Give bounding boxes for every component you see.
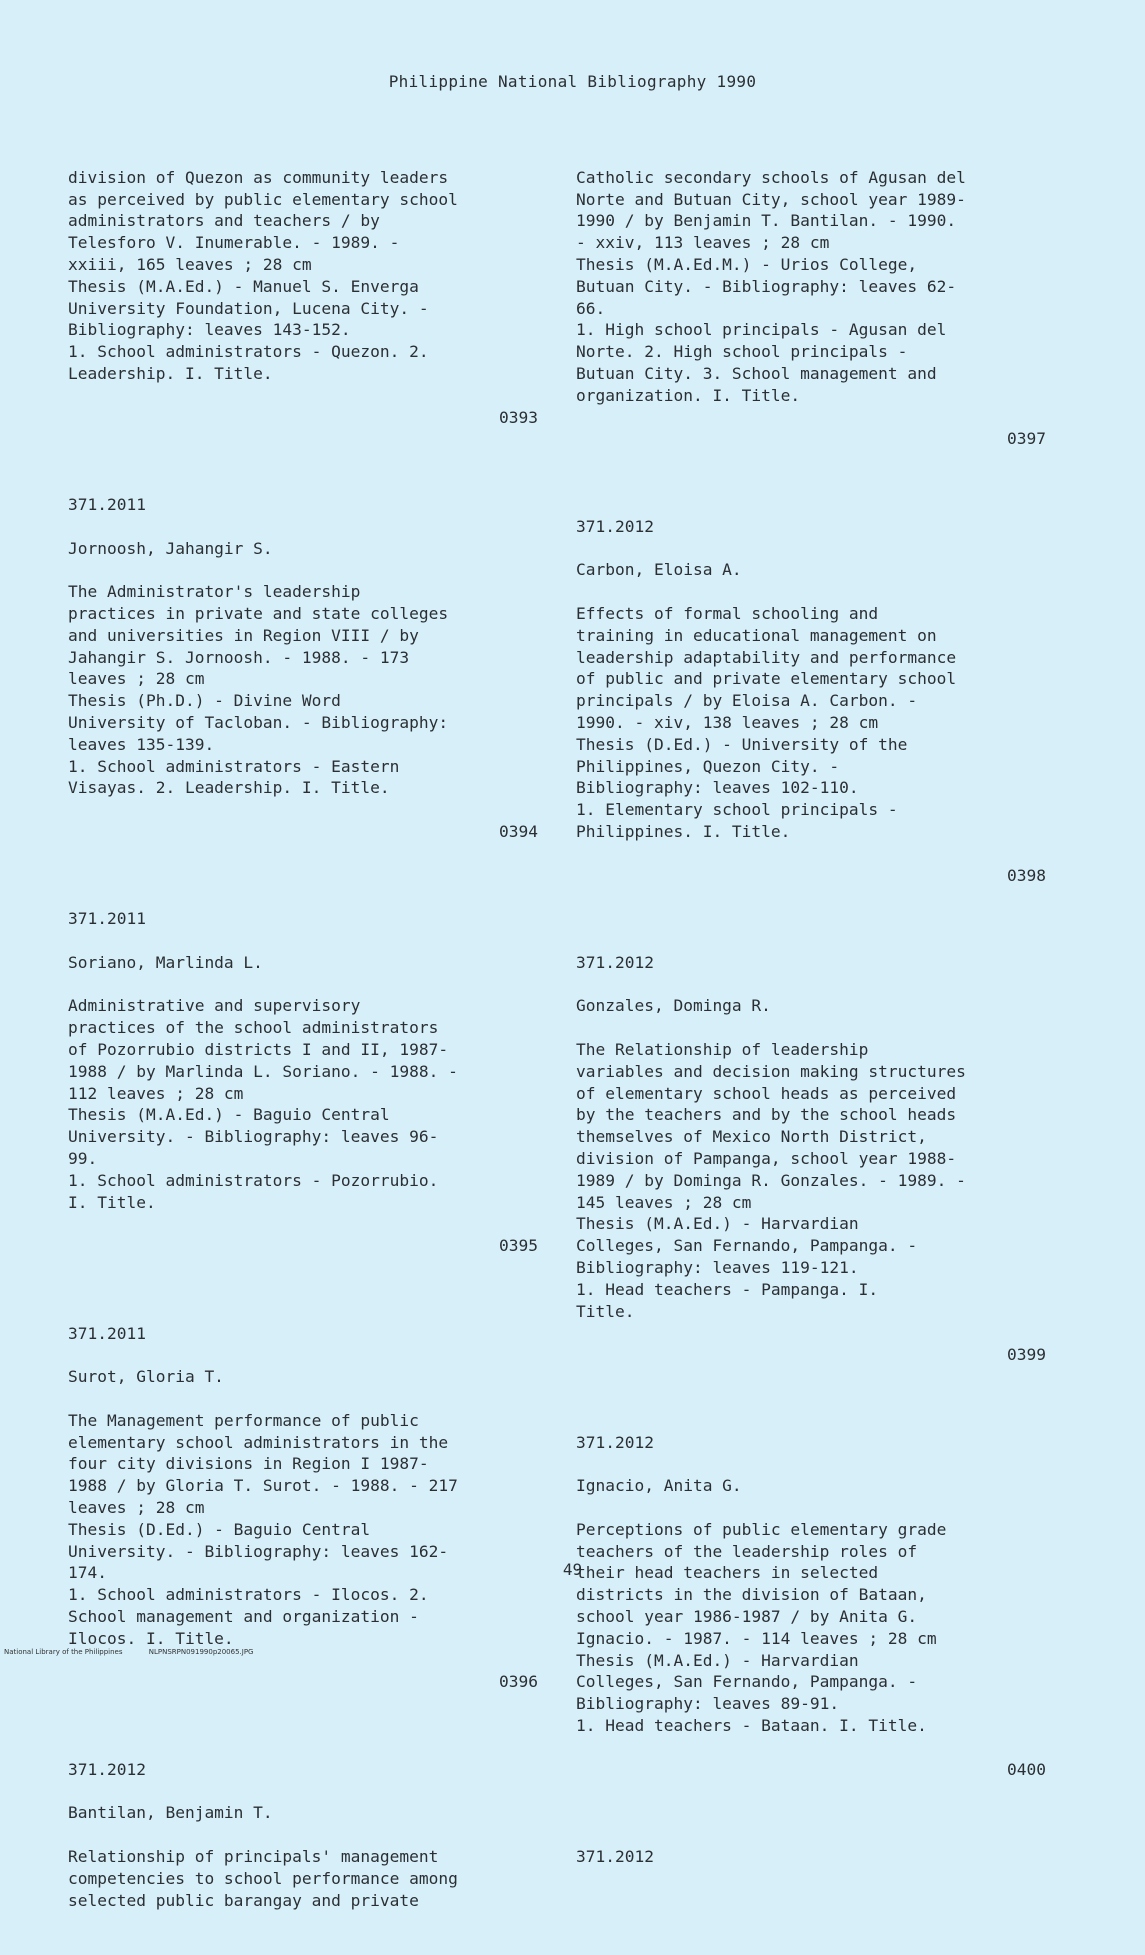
call-number: 371.2012	[576, 1432, 654, 1452]
entry-number: 0398	[1007, 865, 1046, 885]
entry-text: Administrative and supervisory practices of the school administrators of Pozorrubio districts I and II, 1987- 1988 / by Marlinda L. Soriano. - 1988. - 112 leaves ; 28 cm Thesis (M.A.Ed.) - Baguio Central University. - Bibliography: leaves 96- 99. 1. School administrators - Pozorrubio. I. Title.	[68, 996, 458, 1212]
bib-entry	[576, 494, 1046, 908]
scan-footer	[0, 1646, 281, 1658]
page-header: Philippine National Bibliography 1990	[388, 72, 757, 91]
page-number: 49	[562, 1560, 583, 1579]
entry-number: 0396	[499, 1672, 538, 1692]
entry-author: Carbon, Eloisa A.	[576, 560, 742, 580]
entry-number: 0395	[499, 1236, 538, 1256]
call-number: 371.2011	[68, 909, 146, 929]
left-column	[68, 145, 538, 1955]
call-number: 371.2011	[68, 494, 146, 514]
entry-text: The Administrator's leadership practices in private and state colleges and universities in Region VIII / by Jahangir S. Jornoosh. - 1988. - 173 leaves ; 28 cm Thesis (Ph.D.) - Divine Word University of Tacloban. - Bibliography: leaves 135-139. 1. School administrators - Eastern Visayas. 2. Leadership. I. Title.	[68, 582, 449, 798]
entry-author: Jornoosh, Jahangir S.	[68, 538, 273, 558]
entry-text: Perceptions of public elementary grade teachers of the leadership roles of their head teachers in selected districts in the division of Bataan, school year 1986-1987 / by Anita G. Ignacio. - 1987. - 114 leaves ; 28 cm Thesis (M.A.Ed.) - Harvardian Colleges, San Fernando, Pampanga. - Bibliography: leaves 89-91. 1. Head teachers - Bataan. I. Title.	[576, 1519, 947, 1735]
footer-library: National Library of the Philippines	[4, 1648, 123, 1656]
bib-entry	[576, 1410, 1046, 1802]
call-number: 371.2012	[68, 1759, 146, 1779]
entry-number: 0399	[1007, 1345, 1046, 1365]
call-number: 371.2012	[576, 516, 654, 536]
entry-text: The Management performance of public elementary school administrators in the four city divisions in Region I 1987- 1988 / by Gloria T. Surot. - 1988. - 217 leaves ; 28 cm Thesis (D.Ed.) - Baguio Central University. - Bibliography: leaves 162- 174. 1. School administrators - Ilocos. 2. School management and organization - Ilocos. I. Title.	[68, 1410, 458, 1648]
right-column	[576, 145, 1046, 1912]
bib-entry	[68, 472, 538, 864]
bib-entry	[576, 1824, 1046, 1889]
call-number: 371.2012	[576, 952, 654, 972]
bib-entry	[68, 1737, 538, 1933]
entry-text: Catholic secondary schools of Agusan del Norte and Butuan City, school year 1989- 1990 / by Benjamin T. Bantilan. - 1990. - xxiv, 113 leaves ; 28 cm Thesis (M.A.Ed.M.) - Urios College, Butuan City. - Bibliography: leaves 62- 66. 1. High school principals - Agusan del Norte. 2. High school principals - Butuan City. 3. School management and organization. I. Title.	[576, 167, 966, 405]
entry-author: Gonzales, Dominga R.	[576, 996, 771, 1016]
bib-entry	[576, 930, 1046, 1388]
bib-entry	[576, 145, 1046, 472]
entry-number: 0393	[499, 407, 538, 427]
entry-text: The Relationship of leadership variables and decision making structures of elementary school heads as perceived by the teachers and by the school heads themselves of Mexico North District, division of Pampanga, school year 1988- 1989 / by Dominga R. Gonzales. - 1989. - 145 leaves ; 28 cm Thesis (M.A.Ed.) - Harvardian Colleges, San Fernando, Pampanga. - Bibliography: leaves 119-121. 1. Head teachers - Pampanga. I. Title.	[576, 1040, 966, 1321]
entry-number: 0400	[1007, 1759, 1046, 1779]
entry-number: 0394	[499, 821, 538, 841]
entry-author: Ignacio, Anita G.	[576, 1476, 742, 1496]
entry-text: division of Quezon as community leaders as perceived by public elementary school administrators and teachers / by Telesforo V. Inumerable. - 1989. - xxiii, 165 leaves ; 28 cm Thesis (M.A.Ed.) - Manuel S. Enverga University Foundation, Lucena City. - Bibliography: leaves 143-152. 1. School administrators - Quezon. 2. Leadership. I. Title.	[68, 167, 458, 383]
entry-author: Soriano, Marlinda L.	[68, 952, 263, 972]
entry-text: Relationship of principals' management competencies to school performance among selected public barangay and private	[68, 1846, 458, 1910]
bib-entry	[68, 145, 538, 450]
entry-author: Bantilan, Benjamin T.	[68, 1803, 273, 1823]
footer-file: NLPNSRPN091990p20065.JPG	[148, 1648, 254, 1656]
entry-text: Effects of formal schooling and training in educational management on leadership adaptability and performance of public and private elementary school principals / by Eloisa A. Carbon. - 1990. - xiv, 138 leaves ; 28 cm Thesis (D.Ed.) - University of the Philippines, Quezon City. - Bibliography: leaves 102-110. 1. Elementary school principals - Philippines. I. Title.	[576, 603, 957, 841]
entry-number: 0397	[1007, 429, 1046, 449]
bib-entry	[68, 887, 538, 1279]
call-number: 371.2011	[68, 1323, 146, 1343]
call-number: 371.2012	[576, 1846, 654, 1866]
entry-author: Surot, Gloria T.	[68, 1367, 224, 1387]
